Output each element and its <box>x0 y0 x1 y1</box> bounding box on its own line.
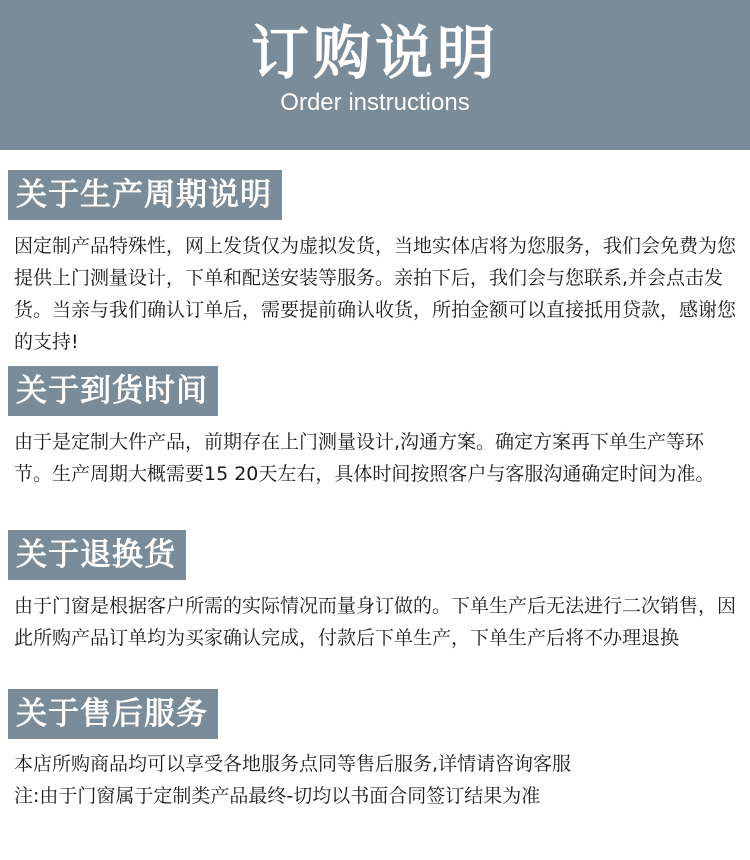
section-heading-delivery-time: 关于到货时间 <box>8 366 218 416</box>
paragraph: 由于门窗是根据客户所需的实际情况而量身订做的。下单生产后无法进行二次销售，因此所购产品订单均为买家确认完成，付款后下单生产，下单生产后将不办理退换 <box>14 595 737 649</box>
section-heading-production-cycle: 关于生产周期说明 <box>8 170 282 220</box>
page-subtitle: Order instructions <box>280 89 470 116</box>
section-heading-returns: 关于退换货 <box>8 530 186 580</box>
header-banner <box>0 0 750 150</box>
section-body-returns <box>14 590 736 654</box>
paragraph-note: 注:由于门窗属于定制类产品最终-切均以书面合同签订结果为准 <box>14 785 541 807</box>
section-body-delivery-time <box>14 426 736 490</box>
page-title: 订购说明 <box>250 19 499 87</box>
paragraph: 因定制产品特殊性，网上发货仅为虚拟发货，当地实体店将为您服务，我们会免费为您提供上门测量设计，下单和配送安装等服务。亲拍下后，我们会与您联系,并会点击发货。当亲与我们确认订单后，需要提前确认收货，所拍金额可以直接抵用贷款，感谢您的支持! <box>14 235 737 353</box>
paragraph: 本店所购商品均可以享受各地服务点同等售后服务,详情请咨询客服 <box>14 753 572 775</box>
section-body-production-cycle <box>14 230 736 358</box>
section-heading-after-sales: 关于售后服务 <box>8 689 218 739</box>
paragraph: 由于是定制大件产品，前期存在上门测量设计,沟通方案。确定方案再下单生产等环节。生产周期大概需要15 20天左右，具体时间按照客户与客服沟通确定时间为准。 <box>14 431 715 485</box>
section-body-after-sales <box>14 748 736 812</box>
